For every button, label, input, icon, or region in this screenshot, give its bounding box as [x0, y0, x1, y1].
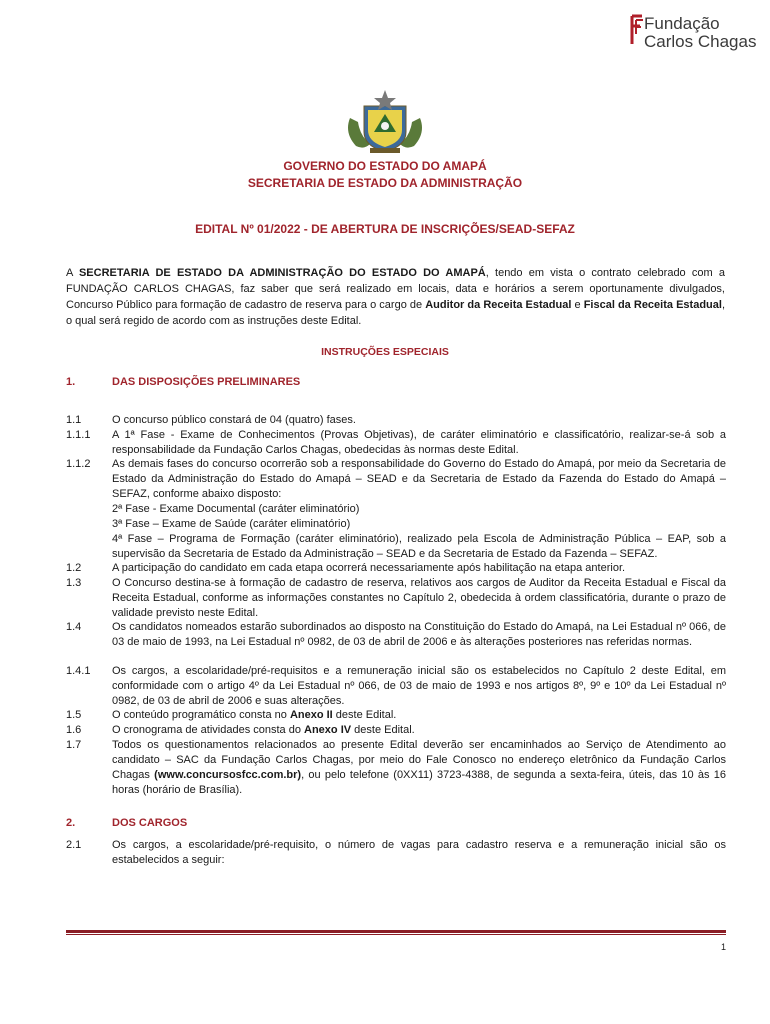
- footer-rule-thin: [66, 934, 726, 935]
- item-number: 1.6: [66, 724, 82, 736]
- amapa-coat-of-arms-icon: [340, 88, 430, 156]
- item-body: [112, 457, 726, 562]
- item-text: O Concurso destina-se à formação de cadastro de reserva, relativos aos cargos de Auditor da Receita Estadual e Fiscal da Receita Estadual, conforme as informações constantes no Capítulo 2, obedecida à ordem classificatória, durante o prazo de validade previsto neste Edital.: [112, 577, 726, 619]
- fcc-logo-mark-icon: [630, 14, 644, 46]
- item-text-post: deste Edital.: [332, 709, 397, 721]
- section-title: DAS DISPOSIÇÕES PRELIMINARES: [112, 376, 301, 388]
- item-text-post: deste Edital.: [351, 724, 415, 736]
- item-text-pre: O conteúdo programático consta no: [112, 709, 290, 721]
- item-number: 1.4.1: [66, 665, 91, 677]
- page-number: 1: [720, 942, 726, 952]
- heading-government: GOVERNO DO ESTADO DO AMAPÁ: [283, 159, 487, 173]
- footer-rule: [66, 930, 726, 933]
- intro-bold-3: Fiscal da Receita Estadual: [583, 299, 722, 311]
- intro-bold-1: SECRETARIA DE ESTADO DA ADMINISTRAÇÃO DO ESTADO DO AMAPÁ: [78, 267, 486, 279]
- item-number: 1.2: [66, 562, 82, 574]
- annex-ii-ref: Anexo II: [289, 709, 333, 721]
- item-text-pre: O cronograma de atividades consta do: [112, 724, 305, 736]
- fcc-logo: [630, 12, 760, 54]
- item-number: 1.1: [66, 414, 82, 426]
- item-number: 2.1: [66, 839, 82, 851]
- item-number: 1.5: [66, 709, 82, 721]
- item-text: Os cargos, a escolaridade/pré-requisito, o número de vagas para cadastro reserva e a remuneração inicial são os estabelecidos a seguir:: [112, 839, 726, 866]
- intro-paragraph: [66, 265, 725, 329]
- phase-4: 4ª Fase – Programa de Formação (caráter eliminatório), realizado pela Escola de Administração Pública – EAP, sob a supervisão da Secretaria de Estado da Administração – SEAD e da Secretaria de Estado da Fazenda – SEFAZ.: [112, 533, 726, 560]
- item-text: [112, 738, 726, 798]
- item-number: 1.4: [66, 621, 82, 633]
- intro-text-3: e: [571, 299, 584, 311]
- phase-3: 3ª Fase – Exame de Saúde (caráter eliminatório): [112, 518, 351, 530]
- intro-text-4: , o qual será regido de acordo com as instruções deste Edital.: [66, 299, 725, 327]
- annex-iv-ref: Anexo IV: [304, 724, 352, 736]
- item-text-pre: Todos os questionamentos relacionados ao presente Edital deverão ser encaminhados ao Serviço de Atendimento ao candidato – SAC da Fundação Carlos Chagas, por meio do Fale Conosco no endereço eletrônico da Fundação Carlos Chagas: [112, 739, 726, 781]
- item-text-post: , ou pelo telefone (0XX11) 3723-4388, de segunda a sexta-feira, úteis, das 10 às 16 horas (horário de Brasília).: [112, 769, 726, 796]
- logo-line2: Carlos Chagas: [644, 32, 757, 51]
- heading-edital: EDITAL Nº 01/2022 - DE ABERTURA DE INSCRIÇÕES/SEAD-SEFAZ: [195, 222, 575, 236]
- item-text: [112, 723, 726, 738]
- section-number: 2.: [66, 817, 76, 829]
- item-text: A participação do candidato em cada etapa ocorrerá necessariamente após habilitação na etapa anterior.: [112, 562, 626, 574]
- section-title: DOS CARGOS: [112, 817, 188, 829]
- instructions-title: INSTRUÇÕES ESPECIAIS: [321, 346, 449, 358]
- item-text: O concurso público constará de 04 (quatro) fases.: [112, 414, 356, 426]
- item-text: [112, 708, 726, 723]
- intro-text-1: A: [66, 267, 79, 279]
- item-number: 1.7: [66, 739, 82, 751]
- item-text: A 1ª Fase - Exame de Conhecimentos (Provas Objetivas), de caráter eliminatório e classificatório, realizar-se-á sob a responsabilidade da Fundação Carlos Chagas, obedecidas às normas deste Edital.: [112, 429, 726, 456]
- item-number: 1.1.1: [66, 429, 91, 441]
- item-number: 1.3: [66, 577, 82, 589]
- intro-text-2: , tendo em vista o contrato celebrado com a FUNDAÇÃO CARLOS CHAGAS, faz saber que será realizado em locais, data e horários a serem oportunamente divulgados, Concurso Público para formação de cadastro de reserva para o cargo de: [66, 267, 725, 311]
- website-link[interactable]: (www.concursosfcc.com.br): [154, 769, 302, 781]
- item-text: Os candidatos nomeados estarão subordinados ao disposto na Constituição do Estado do Amapá, na Lei Estadual nº 066, de 03 de maio de 1993, na Lei Estadual nº 0982, de 03 de abril de 2006 e às alterações posteriores nas referidas normas.: [112, 621, 726, 648]
- heading-secretariat: SECRETARIA DE ESTADO DA ADMINISTRAÇÃO: [247, 176, 523, 190]
- item-number: 1.1.2: [66, 458, 91, 470]
- item-text: As demais fases do concurso ocorrerão sob a responsabilidade do Governo do Estado do Amapá, por meio da Secretaria de Estado da Administração do Estado do Amapá – SEAD e da Secretaria de Estado da Fazenda do Estado do Amapá – SEFAZ, conforme abaixo disposto:: [112, 458, 726, 500]
- phase-2: 2ª Fase - Exame Documental (caráter eliminatório): [112, 503, 360, 515]
- logo-line1: Fundação: [644, 14, 720, 33]
- section-number: 1.: [66, 376, 76, 388]
- item-text: Os cargos, a escolaridade/pré-requisitos e a remuneração inicial são os estabelecidos no Capítulo 2 deste Edital, em conformidade com o artigo 4º da Lei Estadual nº 066, de 03 de maio de 1993 e nos artigos 8º, 9º e 10º da Lei Estadual nº 0982, de 03 de abril de 2006 e suas alterações.: [112, 665, 726, 707]
- intro-bold-2: Auditor da Receita Estadual: [425, 299, 572, 311]
